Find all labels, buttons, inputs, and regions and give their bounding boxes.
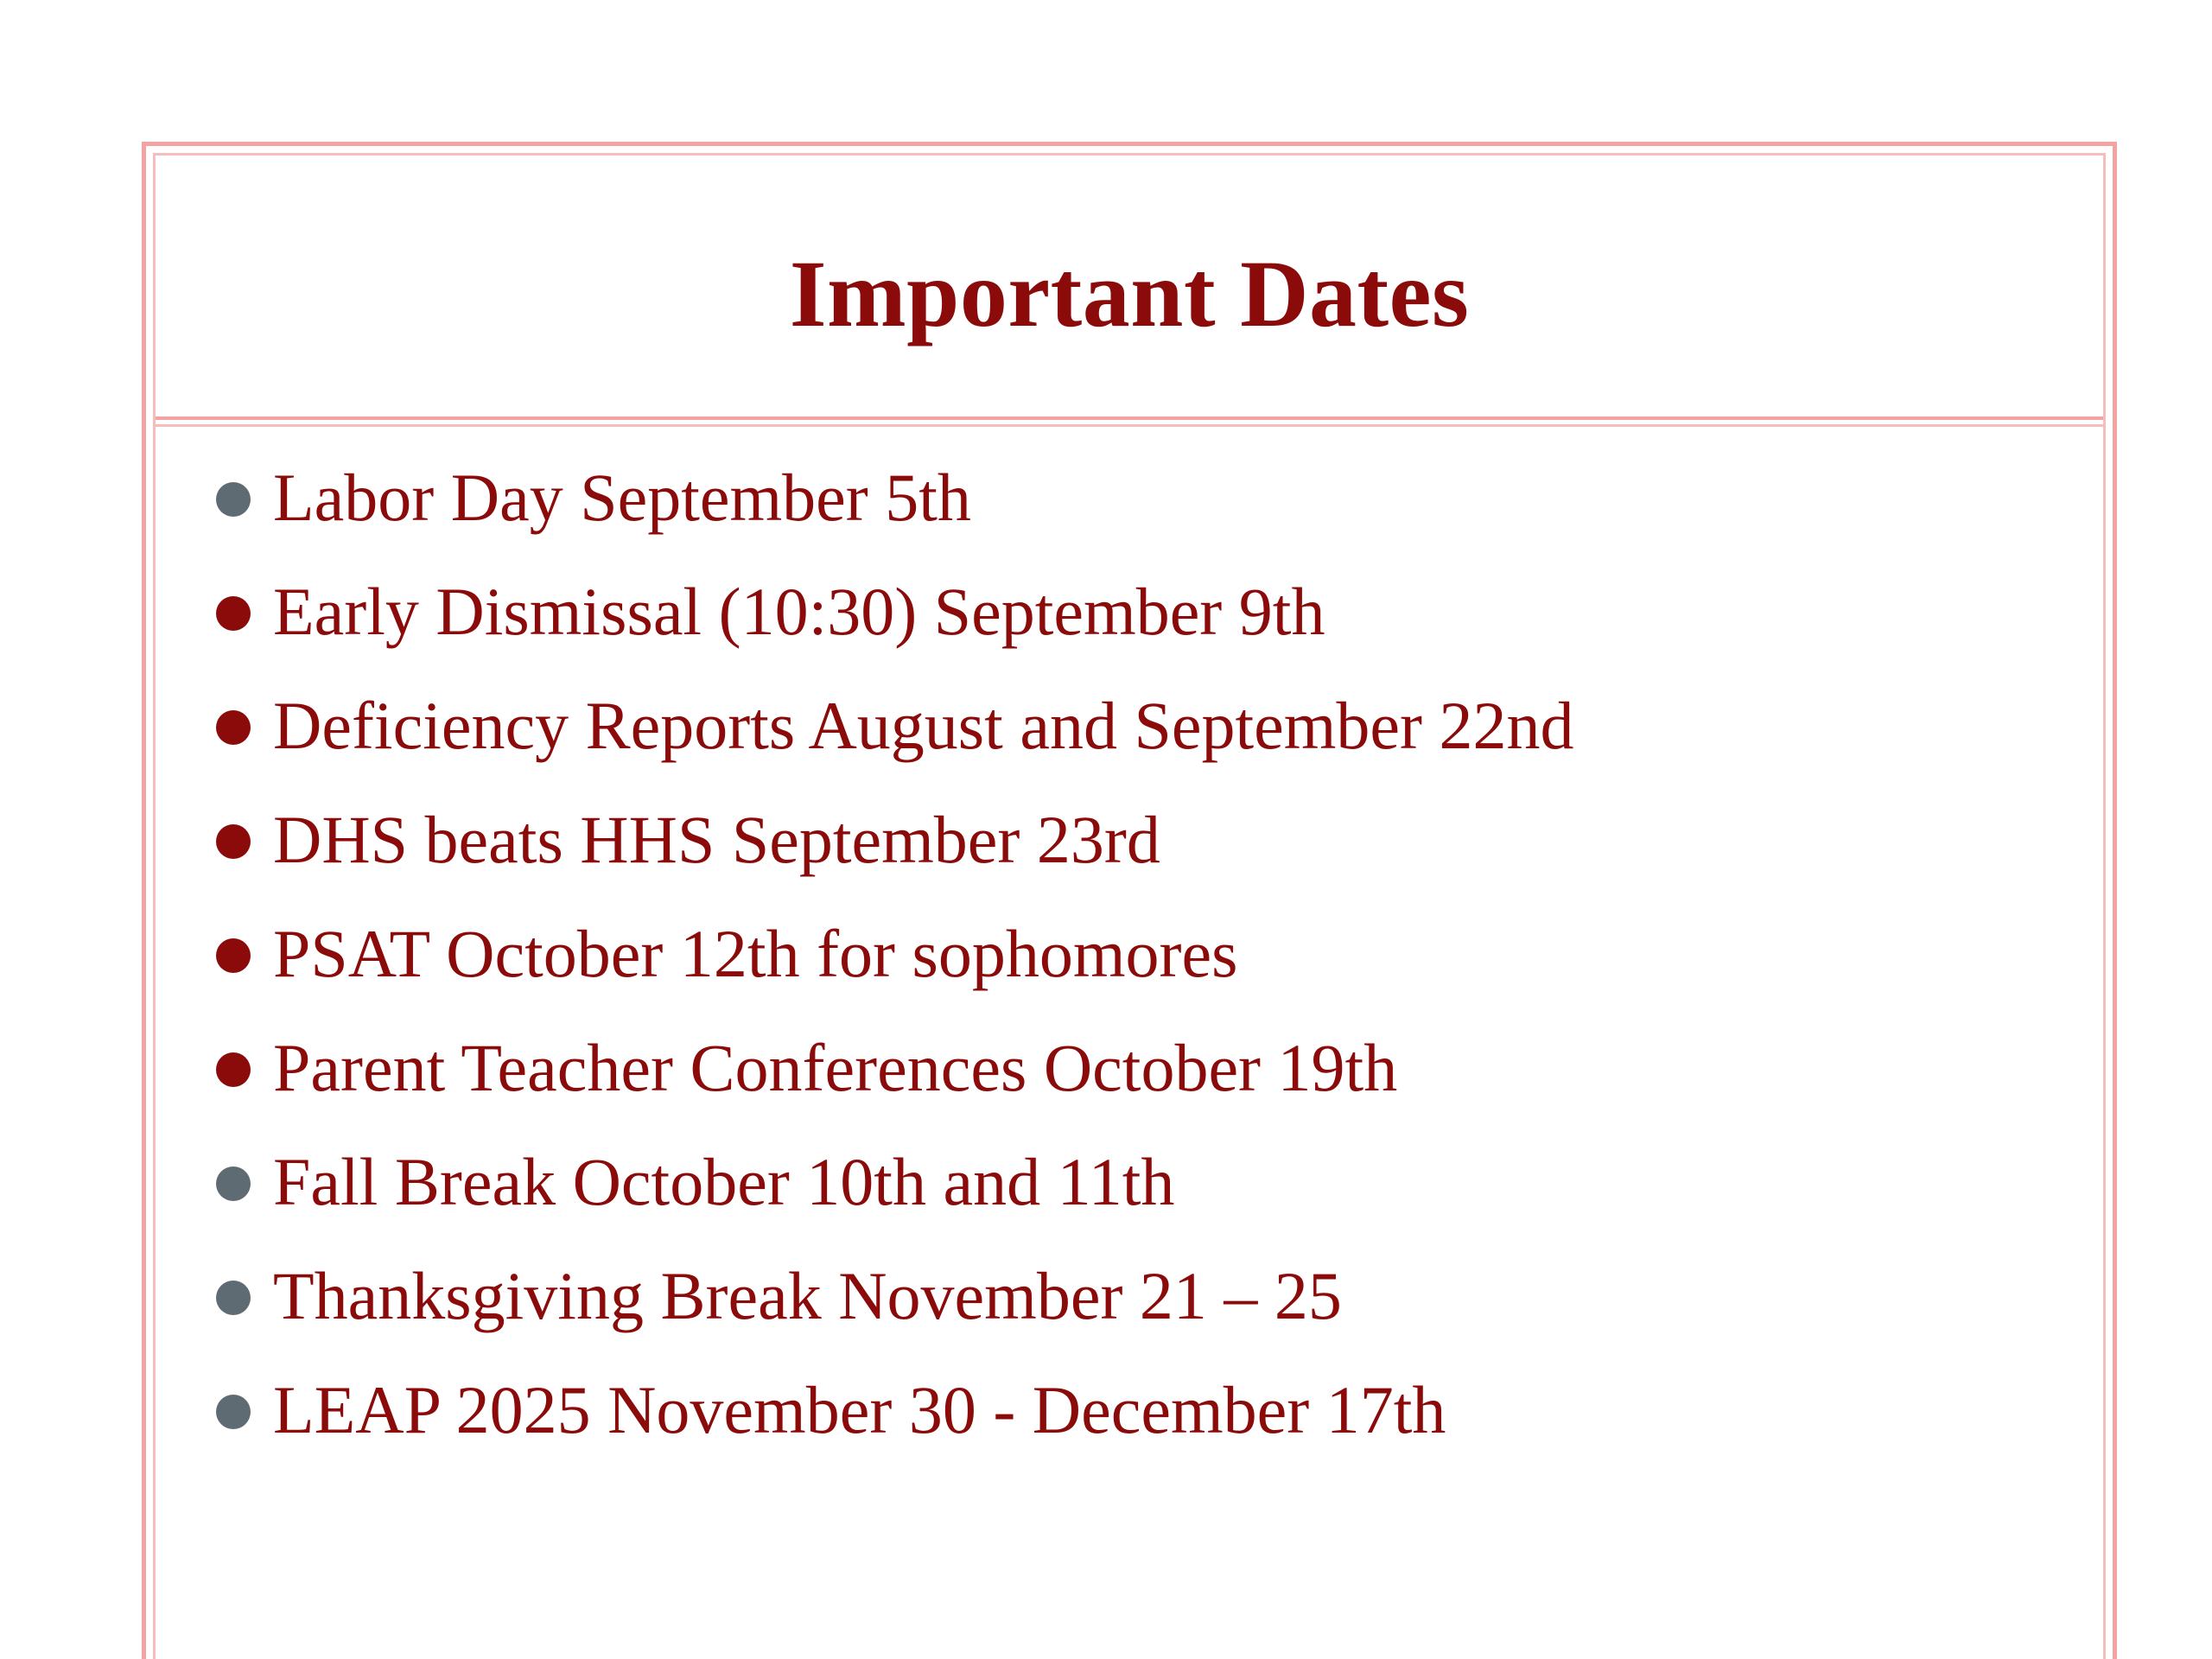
list-item-text: LEAP 2025 November 30 - December 17th — [273, 1372, 1446, 1447]
list-item-text: Early Dismissal (10:30) September 9th — [273, 574, 1325, 649]
bullet-icon — [216, 938, 251, 973]
list-item-text: Parent Teacher Conferences October 19th — [273, 1030, 1398, 1105]
list-item-text: Deficiency Reports August and September 22nd — [273, 688, 1574, 763]
bullet-icon — [216, 1052, 251, 1087]
list-item-text: Labor Day September 5th — [273, 460, 971, 535]
list-item — [216, 555, 2069, 669]
list-item — [216, 897, 2069, 1011]
list-item — [216, 1239, 2069, 1353]
bullet-icon — [216, 824, 251, 859]
list-item-text: Fall Break October 10th and 11th — [273, 1144, 1175, 1219]
title-box — [156, 156, 2103, 420]
list-item-text: DHS beats HHS September 23rd — [273, 802, 1160, 877]
bullet-icon — [216, 1281, 251, 1315]
list-item-text: Thanksgiving Break November 21 – 25 — [273, 1258, 1342, 1333]
list-item — [216, 1125, 2069, 1239]
dates-list — [216, 441, 2069, 1467]
page-title: Important Dates — [789, 240, 1470, 346]
list-item — [216, 783, 2069, 897]
bullet-icon — [216, 482, 251, 517]
list-item — [216, 441, 2069, 555]
bullet-icon — [216, 1395, 251, 1429]
bullet-icon — [216, 710, 251, 745]
bullet-icon — [216, 1166, 251, 1201]
bullet-icon — [216, 596, 251, 631]
list-item-text: PSAT October 12th for sophomores — [273, 916, 1238, 991]
list-item — [216, 1353, 2069, 1467]
list-item — [216, 669, 2069, 783]
list-item — [216, 1011, 2069, 1125]
dates-panel-inner-border — [153, 153, 2106, 1659]
dates-panel — [142, 142, 2117, 1659]
